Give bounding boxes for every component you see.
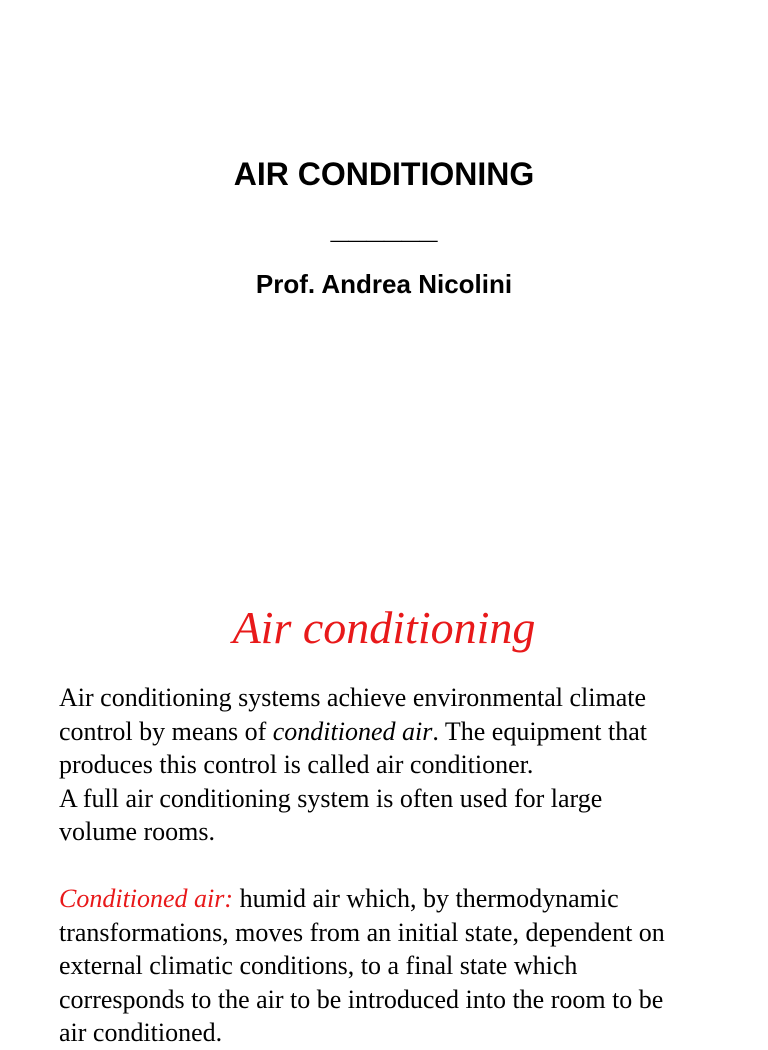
paragraph-text: control by means of xyxy=(59,716,273,746)
paragraph-line: A full air conditioning system is often used for large xyxy=(59,783,603,813)
definition-paragraph xyxy=(59,882,719,1050)
paragraph-line: transformations, moves from an initial state, dependent on xyxy=(59,917,665,947)
intro-paragraph xyxy=(59,681,719,849)
paragraph-line: produces this control is called air conditioner. xyxy=(59,750,534,779)
paragraph-text: humid air which, by thermodynamic xyxy=(233,884,619,913)
section-heading: Air conditioning xyxy=(232,602,536,653)
paragraph-line: air conditioned. xyxy=(59,1018,223,1047)
paragraph-line xyxy=(59,715,719,749)
paragraph-line xyxy=(59,882,719,916)
paragraph-line: Air conditioning systems achieve environmental climate xyxy=(59,683,647,712)
emphasized-term: conditioned air xyxy=(272,716,433,746)
title-separator-rule: ______ xyxy=(330,209,438,245)
paragraph-text: . The equipment that xyxy=(432,716,648,746)
definition-term: Conditioned air: xyxy=(59,884,234,913)
paragraph-line: external climatic conditions, to a final state which xyxy=(59,951,578,980)
document-title: AIR CONDITIONING xyxy=(233,156,535,192)
paragraph-line: volume rooms. xyxy=(59,817,215,846)
author-name: Prof. Andrea Nicolini xyxy=(255,269,513,299)
paragraph-line: corresponds to the air to be introduced into the room to be xyxy=(59,984,664,1014)
